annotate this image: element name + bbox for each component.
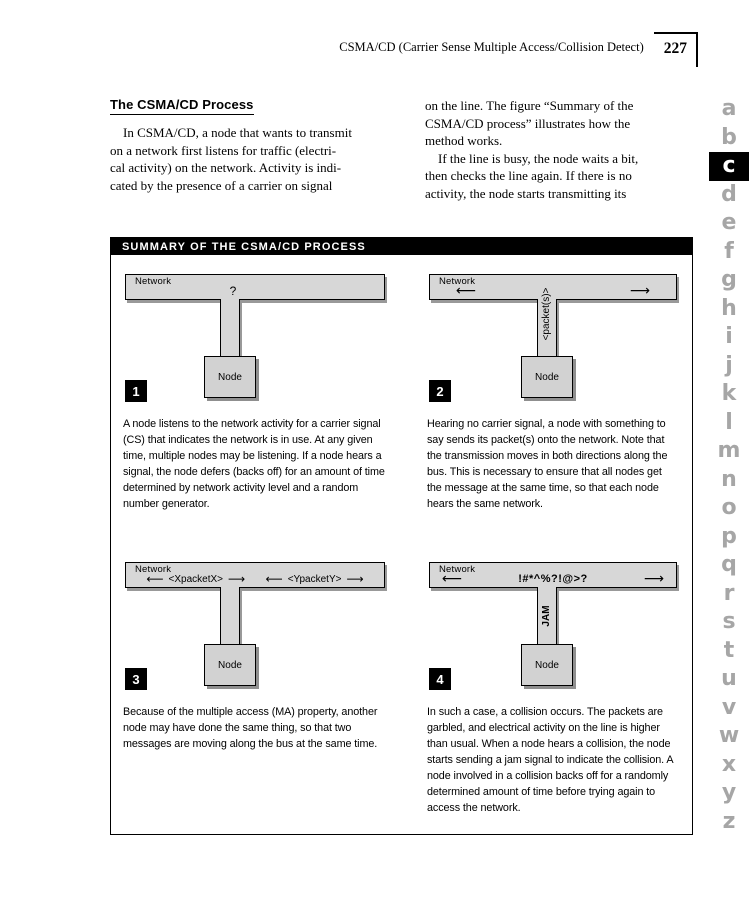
left-text-column bbox=[110, 96, 388, 194]
page-header bbox=[0, 32, 698, 67]
letter-tab-l: l bbox=[725, 409, 733, 435]
panel-1-diagram bbox=[123, 268, 393, 408]
bus-traffic bbox=[126, 571, 384, 587]
panel-caption: Hearing no carrier signal, a node with something to say sends its packet(s) onto the network. Note that the transmission moves in both directions along the bus. This is necessary to ensure that all nodes get the message at the same time, so that each node hears the same network. bbox=[427, 418, 668, 510]
letter-tab-x: x bbox=[721, 751, 737, 777]
body-line: CSMA/CD process” illustrates how the bbox=[425, 115, 631, 131]
letter-tab-y: y bbox=[721, 780, 737, 806]
node-box bbox=[521, 356, 573, 398]
figure-title-bar bbox=[111, 238, 692, 255]
body-line: on the line. The figure “Summary of the bbox=[425, 98, 634, 113]
bus-traffic bbox=[430, 571, 676, 587]
drop-connector bbox=[220, 587, 240, 647]
right-arrow-icon: ⟶ bbox=[346, 572, 364, 586]
letter-tab-e: e bbox=[721, 210, 737, 236]
packet-x-label: <XpacketX> bbox=[168, 573, 223, 585]
figure-panel-4 bbox=[427, 556, 685, 816]
panel-caption: A node listens to the network activity for a carrier signal (CS) that indicates the network is in use. At any given time, multiple nodes may be listening. If a node hears a signal, the node defers (backs off) for an amount of time determined by network activity level and a random number generator. bbox=[123, 418, 385, 510]
panel-4-diagram bbox=[427, 556, 685, 696]
node-box bbox=[521, 644, 573, 686]
letter-tab-z: z bbox=[722, 808, 736, 834]
network-label: Network bbox=[135, 564, 172, 575]
packet-vertical-label: <packet(s)> bbox=[541, 287, 552, 341]
panel-number-badge: 1 bbox=[125, 380, 147, 402]
node-label: Node bbox=[218, 371, 242, 383]
running-header-title: CSMA/CD (Carrier Sense Multiple Access/Collision Detect) bbox=[339, 40, 644, 54]
carrier-question-mark: ? bbox=[229, 284, 237, 298]
right-arrow-icon: ⟶ bbox=[643, 571, 664, 587]
letter-tab-d: d bbox=[721, 181, 737, 207]
network-bus bbox=[125, 562, 385, 588]
right-arrow-icon: ⟶ bbox=[629, 283, 650, 299]
letter-tab-b: b bbox=[721, 124, 737, 150]
packet-y-label: <YpacketY> bbox=[287, 573, 342, 585]
left-arrow-icon: ⟵ bbox=[146, 572, 164, 586]
packet-y-group bbox=[266, 573, 364, 585]
letter-tab-a: a bbox=[721, 96, 737, 122]
body-line: method works. bbox=[425, 133, 503, 148]
network-label: Network bbox=[135, 276, 172, 287]
figure-title: SUMMARY OF THE CSMA/CD PROCESS bbox=[122, 240, 366, 253]
panel-2-diagram bbox=[427, 268, 685, 408]
alphabet-index bbox=[709, 95, 749, 836]
node-label: Node bbox=[535, 659, 559, 671]
letter-tab-r: r bbox=[723, 580, 735, 606]
right-text-column bbox=[425, 97, 677, 202]
letter-tab-n: n bbox=[721, 466, 737, 492]
network-label: Network bbox=[439, 276, 476, 287]
body-line: cated by the presence of a carrier on signal bbox=[110, 177, 333, 193]
body-line: If the line is busy, the node waits a bit, bbox=[438, 150, 639, 166]
letter-tab-m: m bbox=[717, 438, 741, 464]
body-line: In CSMA/CD, a node that wants to transmit bbox=[123, 125, 352, 140]
left-arrow-icon: ⟵ bbox=[265, 572, 283, 586]
drop-connector bbox=[220, 299, 240, 359]
letter-tab-o: o bbox=[721, 495, 737, 521]
panel-3-diagram bbox=[123, 556, 393, 696]
letter-tab-c-active: c bbox=[709, 152, 749, 181]
figure-panel-1 bbox=[123, 268, 393, 512]
right-arrow-icon: ⟶ bbox=[228, 572, 246, 586]
section-heading: The CSMA/CD Process bbox=[110, 97, 254, 115]
letter-tab-p: p bbox=[721, 523, 737, 549]
letter-tab-j: j bbox=[725, 352, 733, 378]
figure-panel-3 bbox=[123, 556, 393, 752]
body-line: activity, the node starts transmitting its bbox=[425, 185, 627, 201]
body-line: then checks the line again. If there is no bbox=[425, 168, 632, 183]
letter-tab-v: v bbox=[721, 694, 737, 720]
letter-tab-q: q bbox=[721, 552, 737, 578]
network-label: Network bbox=[439, 564, 476, 575]
letter-tab-s: s bbox=[722, 609, 736, 635]
letter-tab-g: g bbox=[721, 267, 737, 293]
letter-tab-w: w bbox=[718, 723, 740, 749]
node-label: Node bbox=[218, 659, 242, 671]
panel-caption: In such a case, a collision occurs. The packets are garbled, and electrical activity on the line is higher than usual. When a node hears a collision, the node starts sending a jam signal to indicate the collision. A node involved in a collision backs off for a randomly determined amount of time before trying again to access the network. bbox=[427, 706, 673, 814]
panel-number-badge: 2 bbox=[429, 380, 451, 402]
letter-tab-f: f bbox=[724, 238, 734, 264]
node-box bbox=[204, 356, 256, 398]
network-bus bbox=[429, 562, 677, 588]
panel-caption: Because of the multiple access (MA) property, another node may have done the same thing, so that two messages are moving along the bus at the same time. bbox=[123, 706, 378, 750]
packet-x-group bbox=[146, 573, 245, 585]
left-arrow-icon: ⟵ bbox=[456, 283, 477, 299]
letter-tab-h: h bbox=[721, 295, 737, 321]
page-number: 227 bbox=[654, 32, 698, 67]
node-label: Node bbox=[535, 371, 559, 383]
node-box bbox=[204, 644, 256, 686]
letter-tab-u: u bbox=[721, 666, 737, 692]
body-line: on a network first listens for traffic (electri- bbox=[110, 142, 337, 158]
figure-panel-2 bbox=[427, 268, 685, 512]
left-arrow-icon: ⟵ bbox=[442, 571, 463, 587]
figure-summary-csmacd bbox=[110, 237, 693, 835]
network-bus bbox=[125, 274, 385, 300]
panel-number-badge: 3 bbox=[125, 668, 147, 690]
panel-number-badge: 4 bbox=[429, 668, 451, 690]
jam-vertical-label: JAM bbox=[541, 605, 552, 627]
letter-tab-i: i bbox=[725, 324, 733, 350]
letter-tab-t: t bbox=[723, 637, 735, 663]
body-line: cal activity) on the network. Activity is indi- bbox=[110, 160, 342, 175]
garbled-collision-text: !#*^%?!@>? bbox=[518, 573, 588, 585]
letter-tab-k: k bbox=[721, 381, 737, 407]
